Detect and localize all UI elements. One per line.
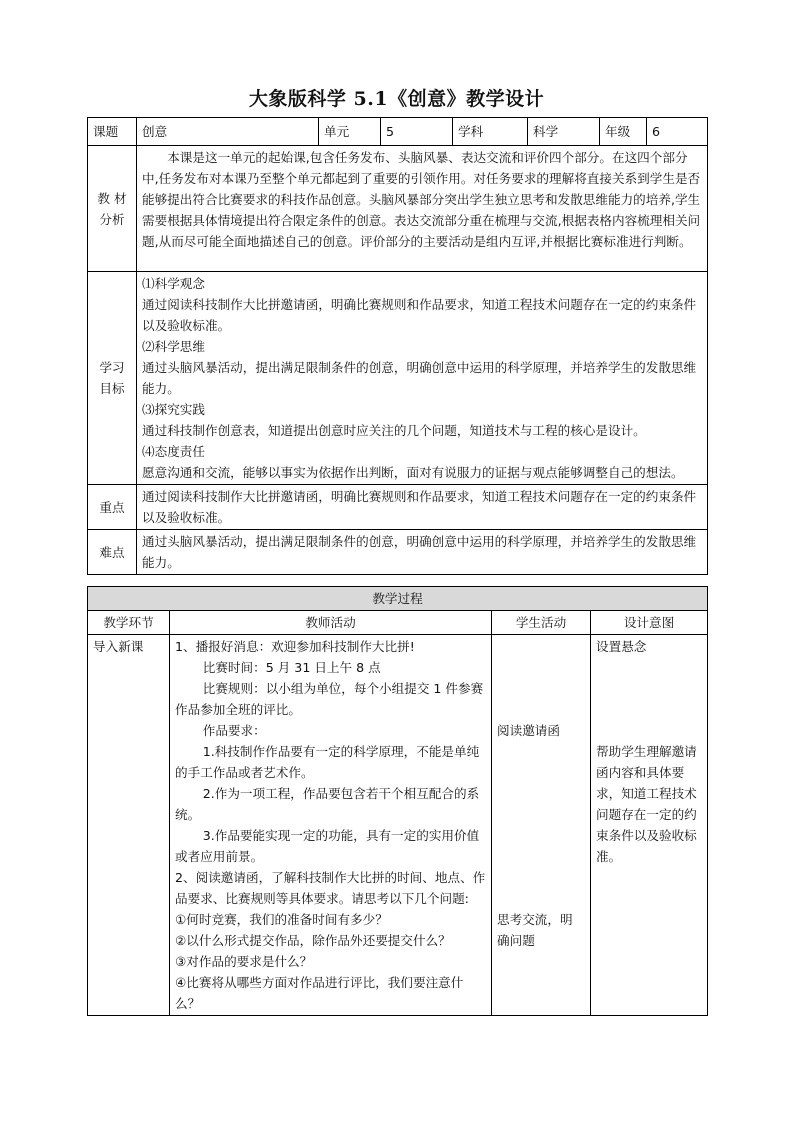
grade-label: 年级 [600,118,647,146]
student-activity-2: 思考交流，明确问题 [497,912,573,948]
course-value: 创意 [137,118,319,146]
requirement-1: 1.科技制作作品要有一定的科学原理，不能是单纯的手工作品或者艺术作。 [175,744,480,780]
contest-time: 比赛时间：5 月 31 日上午 8 点 [202,660,381,675]
stage-cell: 导入新课 [88,635,170,1016]
process-header: 教学过程 [88,587,708,611]
question-3: ③对作品的要求是什么？ [175,954,313,969]
key-point-row [88,485,708,530]
objective-3-head: ⑶探究实践 [142,402,205,417]
key-point-text: 通过阅读科技制作大比拼邀请函，明确比赛规则和作品要求，知道工程技术问题存在一定的约束条件以及验收标准。 [137,485,708,530]
key-point-label: 重点 [88,485,137,530]
design-intent-2: 帮助学生理解邀请函内容和具体要求，知道工程技术问题存在一定的约束条件以及验收标准。 [596,744,697,864]
analysis-label: 教 材 分析 [88,146,137,272]
question-4: ④比赛将从哪些方面对作品进行评比，我们要注意什么？ [175,975,464,1011]
process-row-intro [88,635,708,1016]
subject-label: 学科 [453,118,528,146]
col-teacher: 教师活动 [170,611,492,635]
analysis-cell [137,146,708,272]
teacher-line-2: 2、阅读邀请函，了解科技制作大比拼的时间、地点、作品要求、比赛规则等具体要求。请思考以下几个问题: [175,870,486,906]
analysis-text: 本课是这一单元的起始课,包含任务发布、头脑风暴、表达交流和评价四个部分。在这四个部分中,任务发布对本课乃至整个单元都起到了重要的引领作用。对任务要求的理解将直接关系到学生是否能够提出符合比赛要求的科技作品创意。头脑风暴部分突出学生独立思考和发散思维能力的培养,学生需要根据具体情境提出符合限定条件的创意。表达交流部分重在梳理与交流,根据表格内容梳理相关问题,从而尽可能全面地描述自己的创意。评价部分的主要活动是组内互评,并根据比赛标准进行判断。 [142,150,701,249]
col-stage: 教学环节 [88,611,170,635]
student-activity-1: 阅读邀请函 [497,723,560,738]
requirement-3: 3.作品要能实现一定的功能，具有一定的实用价值或者应用前景。 [175,828,480,864]
objective-1-head: ⑴科学观念 [142,276,205,291]
objective-1-body: 通过阅读科技制作大比拼邀请函，明确比赛规则和作品要求，知道工程技术问题存在一定的约束条件以及验收标准。 [142,297,697,333]
objective-2-head: ⑵科学思维 [142,339,205,354]
difficulty-row [88,530,708,575]
grade-value: 6 [647,118,708,146]
col-student: 学生活动 [492,611,591,635]
difficulty-label: 难点 [88,530,137,575]
lesson-info-table [87,117,708,575]
objective-2-body: 通过头脑风暴活动，提出满足限制条件的创意，明确创意中运用的科学原理，并培养学生的发散思维能力。 [142,360,697,396]
document-title: 大象版科学 5.1《创意》教学设计 [248,88,545,110]
objectives-cell [137,272,708,485]
process-column-headers [88,611,708,635]
objective-4-body: 愿意沟通和交流，能够以事实为依据作出判断，面对有说服力的证据与观点能够调整自己的想法。 [142,465,684,480]
subject-value: 科学 [528,118,600,146]
requirements-head: 作品要求： [202,723,266,738]
design-intent-cell [591,635,708,1016]
student-activity-cell [492,635,591,1016]
difficulty-text: 通过头脑风暴活动，提出满足限制条件的创意，明确创意中运用的科学原理，并培养学生的发散思维能力。 [137,530,708,575]
question-1: ①何时竞赛，我们的准备时间有多少？ [175,912,388,927]
objectives-row [88,272,708,485]
requirement-2: 2.作为一项工程，作品要包含若干个相互配合的系统。 [175,786,480,822]
contest-rule: 比赛规则：以小组为单位，每个小组提交 1 件参赛作品参加全班的评比。 [175,681,484,717]
objective-4-head: ⑷态度责任 [142,444,205,459]
unit-label: 单元 [319,118,381,146]
design-intent-1: 设置悬念 [596,639,647,654]
teaching-process-table [87,586,708,1016]
teacher-activity-cell [170,635,492,1016]
question-2: ②以什么形式提交作品，除作品外还要提交什么？ [175,933,451,948]
teacher-line-1: 1、播报好消息：欢迎参加科技制作大比拼! [175,639,415,654]
course-label: 课题 [88,118,137,146]
objective-3-body: 通过科技制作创意表，知道提出创意时应关注的几个问题，知道技术与工程的核心是设计。 [142,423,646,438]
unit-value: 5 [381,118,453,146]
analysis-row [88,146,708,272]
col-intent: 设计意图 [591,611,708,635]
objectives-label: 学习 目标 [88,272,137,485]
info-row [88,118,708,146]
